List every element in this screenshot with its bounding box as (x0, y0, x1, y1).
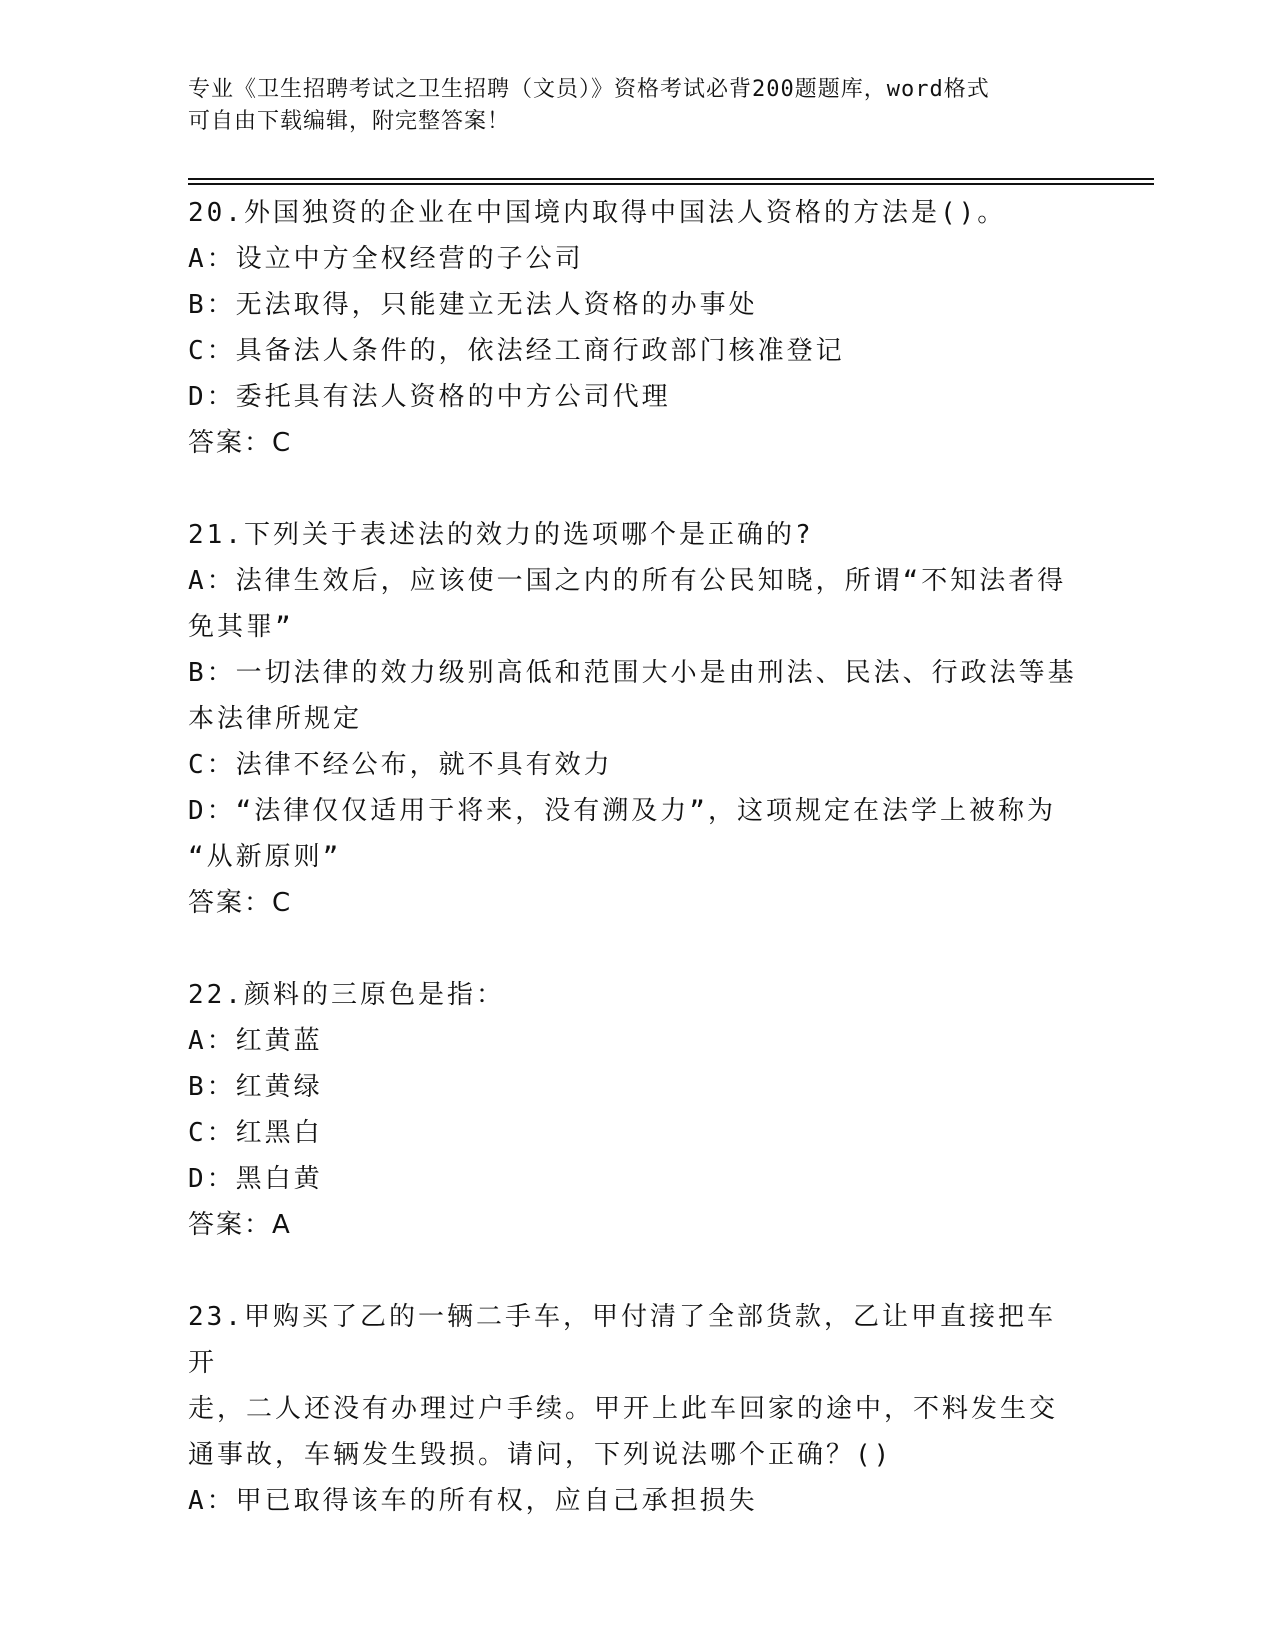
answer-line: 答案：C (188, 428, 293, 458)
option-a: A：红黄蓝 (188, 1026, 323, 1056)
question-item (188, 1294, 1078, 1524)
question-stem-continued: 走，二人还没有办理过户手续。甲开上此车回家的途中，不料发生交 (188, 1394, 1059, 1424)
header-line: 专业《卫生招聘考试之卫生招聘（文员）》资格考试必背200题题库，word格式 (188, 77, 990, 102)
option-c: C：法律不经公布，就不具有效力 (188, 750, 613, 780)
answer-line: 答案：A (188, 1210, 292, 1240)
option-c: C：具备法人条件的，依法经工商行政部门核准登记 (188, 336, 845, 366)
header-line: 可自由下载编辑，附完整答案！ (188, 109, 511, 134)
question-item (188, 512, 1078, 926)
option-a-continued: 免其罪” (188, 612, 294, 642)
question-stem-continued: 通事故，车辆发生毁损。请问，下列说法哪个正确？() (188, 1440, 893, 1470)
option-c: C：红黑白 (188, 1118, 323, 1148)
question-stem: 20.外国独资的企业在中国境内取得中国法人资格的方法是()。 (188, 198, 1007, 228)
option-a: A：设立中方全权经营的子公司 (188, 244, 584, 274)
document-header (188, 74, 1088, 138)
option-a: A：法律生效后，应该使一国之内的所有公民知晓，所谓“不知法者得 (188, 566, 1067, 596)
option-d: D：委托具有法人资格的中方公司代理 (188, 382, 671, 412)
header-divider (188, 183, 1154, 185)
option-a: A：甲已取得该车的所有权，应自己承担损失 (188, 1486, 758, 1516)
question-list (188, 190, 1078, 1570)
question-stem: 22.颜料的三原色是指： (188, 980, 505, 1010)
question-item (188, 190, 1078, 466)
question-stem: 21.下列关于表述法的效力的选项哪个是正确的? (188, 520, 814, 550)
option-d: D：“法律仅仅适用于将来，没有溯及力”，这项规定在法学上被称为 (188, 796, 1056, 826)
header-divider (188, 178, 1154, 180)
option-b-continued: 本法律所规定 (188, 704, 363, 734)
answer-line: 答案：C (188, 888, 293, 918)
option-b: B：一切法律的效力级别高低和范围大小是由刑法、民法、行政法等基 (188, 658, 1077, 688)
question-stem: 23.甲购买了乙的一辆二手车，甲付清了全部货款，乙让甲直接把车开 (188, 1302, 1056, 1378)
option-d: D：黑白黄 (188, 1164, 323, 1194)
option-b: B：无法取得，只能建立无法人资格的办事处 (188, 290, 758, 320)
option-d-continued: “从新原则” (188, 842, 342, 872)
option-b: B：红黄绿 (188, 1072, 323, 1102)
question-item (188, 972, 1078, 1248)
